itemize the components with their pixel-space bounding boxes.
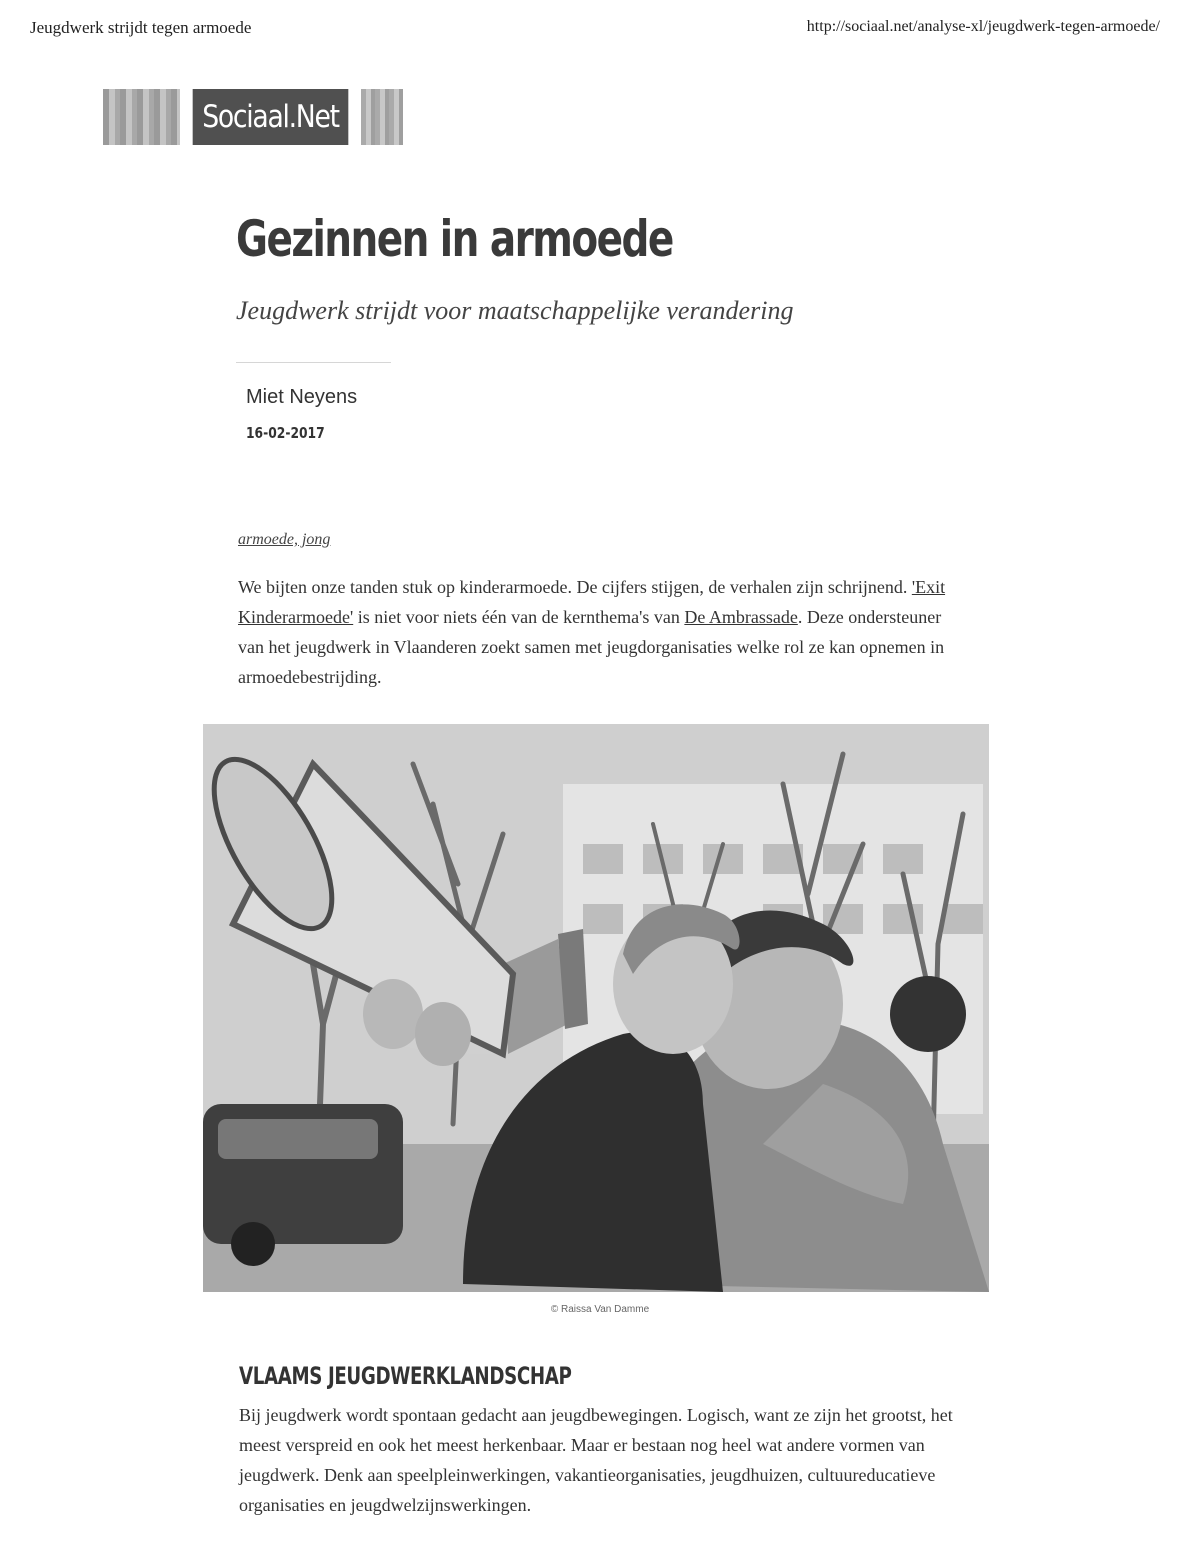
ambrassade-link[interactable]: De Ambrassade: [684, 607, 798, 627]
intro-text-2: is niet voor niets één van de kernthema's van: [353, 607, 685, 627]
print-header: [30, 18, 1160, 38]
article-tags: [238, 531, 330, 549]
publish-date: 16-02-2017: [246, 424, 325, 442]
divider: [236, 362, 391, 363]
logo-stripes-left: [103, 89, 180, 145]
intro-text-1: We bijten onze tanden stuk op kinderarmoede. De cijfers stijgen, de verhalen zijn schrijnend.: [238, 577, 912, 597]
megaphone-photo-illustration: [203, 724, 989, 1292]
tag-links[interactable]: armoede, jong: [238, 531, 331, 548]
intro-text-3: . Deze ondersteuner van het jeugdwerk in Vlaanderen zoekt samen met jeugdorganisaties welke rol ze kan opnemen in armoedebestrijding.: [238, 607, 945, 687]
print-page-title: Jeugdwerk strijdt tegen armoede: [30, 18, 252, 37]
intro-paragraph: [238, 572, 958, 692]
section-body: Bij jeugdwerk wordt spontaan gedacht aan jeugdbewegingen. Logisch, want ze zijn het grootst, het meest verspreid en ook het meest herkenbaar. Maar er bestaan nog heel wat andere vormen van jeugdwerk. Denk aan speelpleinwerkingen, vakantieorganisaties, jeugdhuizen, cultuureducatieve organisaties en jeugdwelzijnswerkingen.: [239, 1405, 953, 1515]
logo-text: Sociaal.Net: [193, 89, 349, 145]
exit-kinderarmoede-link[interactable]: 'Exit Kinderarmoede': [238, 577, 946, 627]
article-subtitle: Jeugdwerk strijdt voor maatschappelijke verandering: [236, 296, 794, 325]
author-name[interactable]: Miet Neyens: [246, 386, 358, 408]
photo-caption: © Raissa Van Damme: [550, 1304, 650, 1315]
print-url[interactable]: http://sociaal.net/analyse-xl/jeugdwerk-tegen-armoede/: [806, 18, 1160, 35]
site-logo[interactable]: [103, 89, 403, 145]
section-heading: VLAAMS JEUGDWERKLANDSCHAP: [239, 1362, 572, 1390]
article-title: Gezinnen in armoede: [236, 210, 673, 268]
logo-stripes-right: [361, 89, 403, 145]
article-photo: [203, 724, 989, 1292]
